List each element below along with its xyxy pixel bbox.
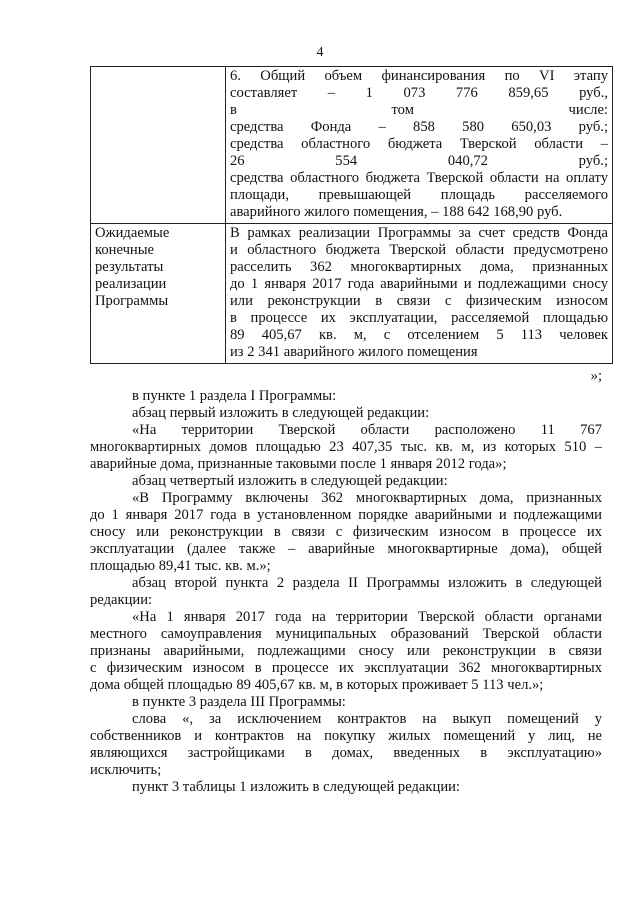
- paragraph: [90, 694, 602, 711]
- table-content-line: средства областного бюджета Тверской области –: [230, 136, 608, 152]
- table-content-line: 6. Общий объем финансирования по VI этапу: [230, 68, 608, 84]
- paragraph-line: редакции:: [90, 592, 153, 608]
- paragraph-line: признаны аварийными, подлежащими сносу или реконструкции в связи: [90, 643, 602, 659]
- page-number: 4: [316, 45, 324, 60]
- table-content-line: и областного бюджета Тверской области предусмотрено: [230, 242, 608, 258]
- paragraph: [90, 711, 602, 779]
- paragraph: [90, 490, 602, 575]
- paragraph-line: до 1 января 2017 года в установленном порядке аварийными и подлежащими: [90, 507, 602, 523]
- paragraph-line: с физическим износом в процессе их эксплуатации 362 многоквартирных: [90, 660, 602, 676]
- paragraph-line: абзац четвертый изложить в следующей редакции:: [132, 473, 448, 489]
- table-row: [91, 224, 613, 364]
- paragraph-line: многоквартирных домов площадью 23 407,35 тыс. кв. м, из которых 510 –: [90, 439, 602, 455]
- table-row: [91, 67, 613, 224]
- table-label-line: конечные: [95, 242, 155, 258]
- table-content-line: средства областного бюджета Тверской области на оплату: [230, 170, 608, 186]
- table-label-line: Программы: [95, 293, 169, 309]
- row1-label-cell: [91, 67, 226, 224]
- table-content-line: площади, превышающей площадь расселяемого: [230, 187, 608, 203]
- paragraph: [90, 609, 602, 694]
- paragraph-line: «На территории Тверской области расположено 11 767: [132, 422, 602, 438]
- paragraph: [90, 473, 602, 490]
- paragraph: [90, 422, 602, 473]
- table-content-line: из 2 341 аварийного жилого помещения: [230, 344, 478, 360]
- paragraph-line: слова «, за исключением контрактов на выкуп помещений у: [132, 711, 602, 727]
- paragraph-line: в пункте 3 раздела III Программы:: [132, 694, 346, 710]
- paragraph: [90, 388, 602, 405]
- paragraph-line: абзац первый изложить в следующей редакции:: [132, 405, 430, 421]
- table-content-line: в том числе:: [230, 102, 608, 118]
- paragraph-line: в пункте 1 раздела I Программы:: [132, 388, 337, 404]
- table-label-line: реализации: [95, 276, 167, 292]
- table-content-line: 26 554 040,72 руб.;: [230, 153, 608, 169]
- row2-label-cell: [91, 224, 226, 364]
- row1-content-cell: [226, 67, 613, 224]
- paragraph: [90, 405, 602, 422]
- paragraph-line: собственников и контрактов на покупку жилых помещений у лиц, не: [90, 728, 602, 744]
- paragraph-line: пункт 3 таблицы 1 изложить в следующей редакции:: [132, 779, 460, 795]
- table-content-line: до 1 января 2017 года аварийными и подлежащими сносу: [230, 276, 608, 292]
- paragraph-line: эксплуатации (далее также – аварийные многоквартирные дома), общей: [90, 541, 602, 557]
- paragraph-line: местного самоуправления муниципальных образований Тверской области: [90, 626, 602, 642]
- table-label-line: результаты: [95, 259, 164, 275]
- table-content-line: аварийного жилого помещения, – 188 642 168,90 руб.: [230, 204, 563, 220]
- table-content-line: или реконструкции в связи с физическим износом: [230, 293, 608, 309]
- paragraph-line: являющихся застройщиками в домах, введенных в эксплуатацию»: [90, 745, 602, 761]
- row2-content-cell: [226, 224, 613, 364]
- paragraph-line: дома общей площадью 89 405,67 кв. м, в которых проживает 5 113 чел.»;: [90, 677, 544, 693]
- paragraph-line: аварийные дома, признанные таковыми после 1 января 2012 года»;: [90, 456, 507, 472]
- paragraph-line: «На 1 января 2017 года на территории Тверской области органами: [132, 609, 602, 625]
- table-content-line: средства Фонда – 858 580 650,03 руб.;: [230, 119, 608, 135]
- table-content-line: расселить 362 многоквартирных дома, признанных: [230, 259, 608, 275]
- paragraph-line: площадью 89,41 тыс. кв. м.»;: [90, 558, 271, 574]
- table-label-line: Ожидаемые: [95, 225, 170, 241]
- paragraph-line: сносу или реконструкции в связи с физическим износом в процессе их: [90, 524, 602, 540]
- program-passport-table: [90, 66, 613, 364]
- table-content-line: в процессе их эксплуатации, расселяемой площадью: [230, 310, 608, 326]
- paragraph-line: исключить;: [90, 762, 162, 778]
- paragraph: [90, 779, 602, 796]
- paragraph: [90, 575, 602, 609]
- table-content-line: составляет – 1 073 776 859,65 руб.,: [230, 85, 608, 101]
- amendment-text: [90, 388, 602, 796]
- table-content-line: В рамках реализации Программы за счет средств Фонда: [230, 225, 608, 241]
- table-content-line: 89 405,67 кв. м, с отселением 5 113 человек: [230, 327, 608, 343]
- paragraph-line: абзац второй пункта 2 раздела II Программы изложить в следующей: [132, 575, 602, 591]
- closing-quote: »;: [590, 368, 602, 384]
- paragraph-line: «В Программу включены 362 многоквартирных дома, признанных: [132, 490, 602, 506]
